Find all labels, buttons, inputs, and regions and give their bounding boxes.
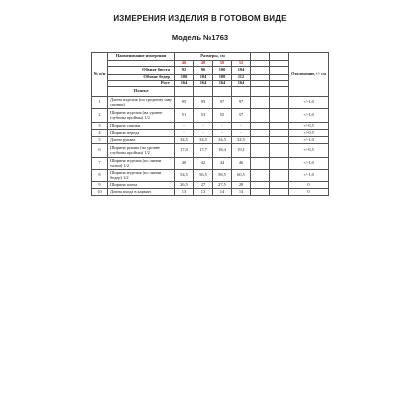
empty-cell — [270, 158, 289, 170]
measurement-value-cell: 46 — [232, 158, 251, 170]
empty-cell — [270, 144, 289, 158]
measurement-value-cell: 97 — [232, 97, 251, 109]
measurement-value-cell: - — [194, 130, 213, 137]
deviation-cell: 0 — [289, 182, 329, 189]
empty-cell — [251, 144, 270, 158]
hips-label: Обхват бедер — [108, 75, 175, 81]
bust-value: 100 — [213, 67, 232, 75]
measurement-value-cell: 53 — [194, 109, 213, 123]
deviation-cell: 0 — [289, 189, 329, 196]
deviation-cell: +/-1,0 — [289, 158, 329, 170]
measurement-value-cell: - — [175, 130, 194, 137]
measurement-value-cell: 95 — [194, 97, 213, 109]
deviation-cell: +/-0,5 — [289, 130, 329, 137]
sizes-header: Размеры, см — [175, 53, 251, 61]
empty-cell — [232, 87, 251, 97]
measurement-name-cell: Ширина переда — [108, 130, 175, 137]
row-number-cell: 1 — [92, 97, 108, 109]
empty-cell — [251, 182, 270, 189]
empty-cell — [270, 123, 289, 130]
size-cell: 50 — [213, 61, 232, 67]
measurement-value-cell: 42 — [194, 158, 213, 170]
measurement-value-cell: 60,5 — [232, 170, 251, 182]
measurement-value-cell: 14 — [232, 189, 251, 196]
height-label: Рост — [108, 81, 175, 87]
empty-cell — [251, 109, 270, 123]
measurement-value-cell: 51 — [175, 109, 194, 123]
table-row — [92, 137, 329, 144]
measurement-value-cell: - — [213, 130, 232, 137]
deviation-cell: +/-1,0 — [289, 137, 329, 144]
empty-cell — [251, 170, 270, 182]
table-body — [92, 53, 329, 97]
row-number-cell: 7 — [92, 158, 108, 170]
deviation-cell: +/-0,5 — [289, 144, 329, 158]
empty-cell — [251, 123, 270, 130]
hips-value: 100 — [175, 75, 194, 81]
measurement-value-cell: 57 — [232, 109, 251, 123]
table-row — [92, 109, 329, 123]
deviation-header: Отклонение,+/- см — [289, 53, 329, 97]
num-header: № п/п — [92, 53, 108, 97]
hips-value: 112 — [232, 75, 251, 81]
measurement-value-cell: - — [232, 123, 251, 130]
row-number-cell: 10 — [92, 189, 108, 196]
measurement-value-cell: 27 — [194, 182, 213, 189]
measurement-value-cell: 95 — [175, 97, 194, 109]
measurement-value-cell: 34,5 — [213, 137, 232, 144]
measurement-value-cell: 28 — [232, 182, 251, 189]
measurement-value-cell: 97 — [213, 97, 232, 109]
row-number-cell: 6 — [92, 144, 108, 158]
measurement-value-cell: 17,0 — [175, 144, 194, 158]
measurement-value-cell: 58,5 — [213, 170, 232, 182]
measurement-name-cell: Ширина изделия (по линии талии) 1/2 — [108, 158, 175, 170]
measurement-name-cell: Ширина изделия (по линии бедер) 1/2 — [108, 170, 175, 182]
bust-value: 96 — [194, 67, 213, 75]
measurement-value-cell: - — [194, 123, 213, 130]
measurement-value-cell: 34,5 — [232, 137, 251, 144]
measurement-value-cell: 14 — [213, 189, 232, 196]
table-row — [92, 189, 329, 196]
measurement-name-cell: Ширина спинки — [108, 123, 175, 130]
row-number-cell: 3 — [92, 123, 108, 130]
row-number-cell: 8 — [92, 170, 108, 182]
empty-cell — [251, 158, 270, 170]
table-row — [92, 170, 329, 182]
row-number-cell: 4 — [92, 130, 108, 137]
bust-label: Обхват бюста — [108, 67, 175, 75]
empty-cell — [194, 87, 213, 97]
measurement-value-cell: 44 — [213, 158, 232, 170]
empty-cell — [270, 137, 289, 144]
measurement-value-cell: - — [213, 123, 232, 130]
measurement-value-cell: 54,5 — [175, 170, 194, 182]
measurement-value-cell: 34,5 — [175, 137, 194, 144]
measurement-name-cell: Длина рукава — [108, 137, 175, 144]
measurement-value-cell: 13 — [175, 189, 194, 196]
empty-cell — [270, 109, 289, 123]
measurements-table — [91, 52, 329, 196]
measurement-value-cell: - — [175, 123, 194, 130]
bust-value: 104 — [232, 67, 251, 75]
row-number-cell: 9 — [92, 182, 108, 189]
header-row-titles — [92, 53, 329, 61]
table-row — [92, 130, 329, 137]
table-row — [92, 144, 329, 158]
bust-value: 92 — [175, 67, 194, 75]
measurement-name-cell: Ширина рукава (на уровне глубины проймы) 1/2 — [108, 144, 175, 158]
measurement-value-cell: 34,5 — [194, 137, 213, 144]
measurement-name-cell: Ширина изделия (на уровне глубины проймы) 1/2 — [108, 109, 175, 123]
measurement-value-cell: 13 — [194, 189, 213, 196]
empty-cell — [270, 97, 289, 109]
empty-cell — [251, 189, 270, 196]
size-cell: 52 — [232, 61, 251, 67]
model-number: Модель №1763 — [171, 33, 229, 42]
measurement-value-cell: - — [232, 130, 251, 137]
height-value: 164 — [194, 81, 213, 87]
measurement-rows — [92, 97, 329, 196]
table-row — [92, 123, 329, 130]
empty-cell — [270, 189, 289, 196]
measurement-name-cell: Ширина плеча — [108, 182, 175, 189]
empty-cell — [251, 87, 270, 97]
measurement-value-cell: 56,5 — [194, 170, 213, 182]
measurement-value-cell: 19,1 — [232, 144, 251, 158]
table-row — [92, 97, 329, 109]
empty-cell — [251, 130, 270, 137]
empty-cell — [251, 137, 270, 144]
measurement-value-cell: 40 — [175, 158, 194, 170]
deviation-cell: +/-1,0 — [289, 97, 329, 109]
empty-cell — [270, 170, 289, 182]
empty-cell — [270, 130, 289, 137]
deviation-cell: +/-1,0 — [289, 109, 329, 123]
empty-cell — [270, 87, 289, 97]
empty-cell — [213, 87, 232, 97]
empty-cell — [270, 67, 289, 75]
document-title: ИЗМЕРЕНИЯ ИЗДЕЛИЯ В ГОТОВОМ ВИДЕ — [113, 14, 287, 23]
size-cell: 46 — [175, 61, 194, 67]
measurement-value-cell: 55 — [213, 109, 232, 123]
extra-header-cell — [270, 53, 289, 61]
row-number-cell: 2 — [92, 109, 108, 123]
empty-cell — [251, 67, 270, 75]
deviation-cell: +/-0,5 — [289, 123, 329, 130]
name-header: Наименование измерения — [108, 53, 175, 61]
row-number-cell: 5 — [92, 137, 108, 144]
hips-value: 108 — [213, 75, 232, 81]
measurement-value-cell: 26,5 — [175, 182, 194, 189]
hips-value: 104 — [194, 75, 213, 81]
measurement-value-cell: 17,7 — [194, 144, 213, 158]
measurement-value-cell: 18,4 — [213, 144, 232, 158]
empty-cell — [251, 97, 270, 109]
extra-header-cell — [251, 53, 270, 61]
table-row — [92, 158, 329, 170]
empty-cell — [270, 182, 289, 189]
measurement-name-cell: Длина изделия (по среднему шву спинки) — [108, 97, 175, 109]
measurement-name-cell: Длина входа в карман — [108, 189, 175, 196]
height-value: 164 — [175, 81, 194, 87]
deviation-cell: +/-1,0 — [289, 170, 329, 182]
empty-cell — [175, 87, 194, 97]
table-row — [92, 182, 329, 189]
size-cell: 48 — [194, 61, 213, 67]
height-value: 164 — [213, 81, 232, 87]
section-title: Платье — [108, 87, 175, 97]
height-value: 164 — [232, 81, 251, 87]
measurement-value-cell: 27,5 — [213, 182, 232, 189]
